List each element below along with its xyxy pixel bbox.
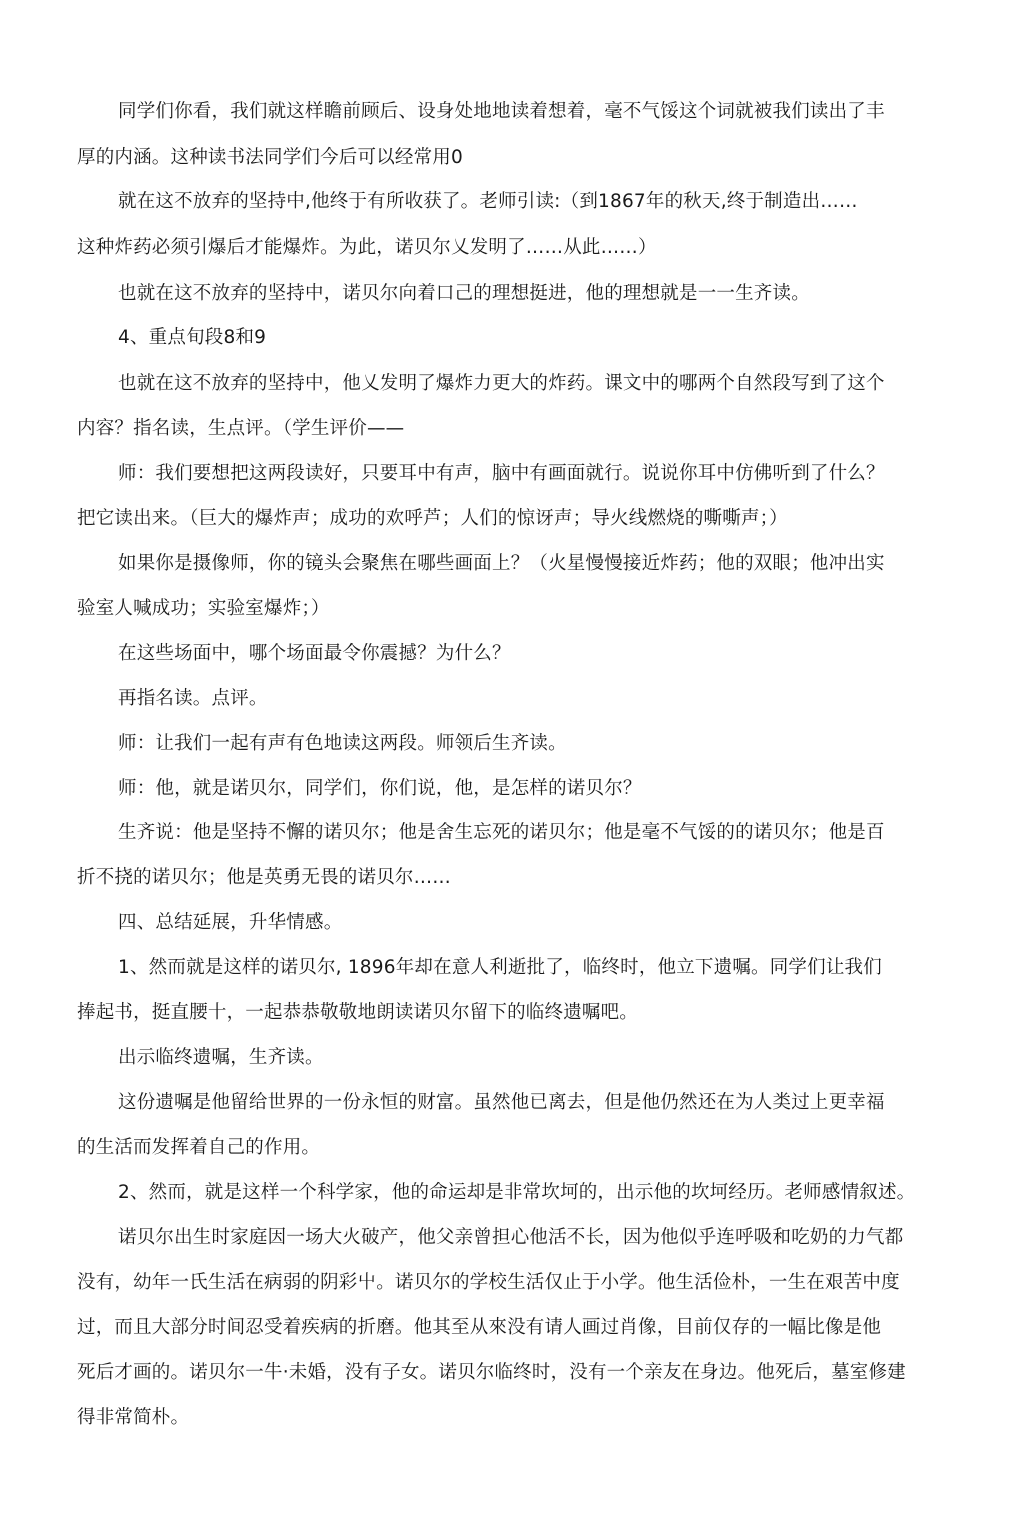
- text-line: 同学们你看，我们就这样瞻前顾后、设身处地地读着想着，毫不气馁这个词就被我们读出了丰: [118, 101, 885, 122]
- text-line: 如果你是摄像师，你的镜头会聚焦在哪些画面上？（火星慢慢接近炸药；他的双眼；他冲出实: [118, 553, 885, 574]
- text-line: 生齐说：他是坚持不懈的诺贝尔；他是舍生忘死的诺贝尔；他是毫不气馁的的诺贝尔；他是百: [118, 822, 885, 843]
- text-line: 师：我们要想把这两段读好，只要耳中有声，脑中有画面就行。说说你耳中仿佛听到了什么？: [118, 463, 885, 484]
- text-line: 的生活而发挥着自己的作用。: [77, 1137, 321, 1158]
- text-line: 出示临终遗嘱，生齐读。: [118, 1047, 324, 1068]
- text-line: 也就在这不放弃的坚持中，他乂发明了爆炸力更大的炸药。课文中的哪两个自然段写到了这个: [118, 373, 885, 394]
- text-line: 把它读出来。（巨大的爆炸声；成功的欢呼芦；人们的惊讶声；导火线燃烧的嘶嘶声；）: [77, 508, 788, 529]
- text-line: 没有，幼年一氏生活在病弱的阴彩屮。诺贝尔的学校生活仅止于小学。他生活俭朴，一生在艰苦中度: [77, 1272, 900, 1293]
- text-line: 1、然而就是这样的诺贝尔, 1896年却在意人利逝批了，临终时，他立下遗嘱。同学们让我们: [118, 957, 882, 978]
- text-line: 再指名读。点评。: [118, 688, 268, 709]
- text-line: 四、总结延展，升华情感。: [118, 912, 343, 933]
- text-line: 师：让我们一起有声有色地读这两段。师领后生齐读。: [118, 733, 567, 754]
- text-line: 这种炸药必须引爆后才能爆炸。为此，诺贝尔乂发明了……从此……）: [77, 237, 657, 258]
- text-line: 死后才画的。诺贝尔一牛·未婚，没有子女。诺贝尔临终时，没有一个亲友在身边。他死后，墓室修建: [77, 1362, 906, 1383]
- text-line: 验室人喊成功；实验室爆炸；）: [77, 598, 330, 619]
- text-line: 捧起书，挺直腰十，一起恭恭敬敬地朗读诺贝尔留下的临终遗嘱吧。: [77, 1002, 639, 1023]
- text-line: 厚的内涵。这种读书法同学们今后可以经常用0: [77, 147, 463, 168]
- text-line: 得非常简朴。: [77, 1407, 190, 1428]
- text-line: 4、重点旬段8和9: [118, 327, 267, 348]
- text-line: 过，而且大部分时间忍受着疾病的折磨。他其至从來没有请人画过肖像，目前仅存的一幅比像是他: [77, 1317, 882, 1338]
- text-line: 也就在这不放弃的坚持中，诺贝尔向着口己的理想挺进，他的理想就是一一生齐读。: [118, 283, 810, 304]
- text-line: 就在这不放弃的坚持中,他终于有所收获了。老师引读:（到1867年的秋天,终于制造出……: [118, 191, 858, 212]
- text-line: 诺贝尔出生时家庭因一场大火破产，他父亲曾担心他活不长，因为他似乎连呼吸和吃奶的力气都: [118, 1227, 904, 1248]
- text-line: 这份遗嘱是他留给世界的一份永恒的财富。虽然他已离去，但是他仍然还在为人类过上更幸福: [118, 1092, 885, 1113]
- text-line: 内容？指名读，生点评。（学生评价——: [77, 418, 405, 439]
- text-line: 师：他，就是诺贝尔，同学们，你们说，他，是怎样的诺贝尔？: [118, 778, 642, 799]
- text-line: 在这些场面中，哪个场面最令你震撼？为什么？: [118, 643, 511, 664]
- text-line: 折不挠的诺贝尔；他是英勇无畏的诺贝尔……: [77, 867, 452, 888]
- text-line: 2、然而，就是这样一个科学家，他的命运却是非常坎坷的，出示他的坎坷经历。老师感情叙述。: [118, 1182, 916, 1203]
